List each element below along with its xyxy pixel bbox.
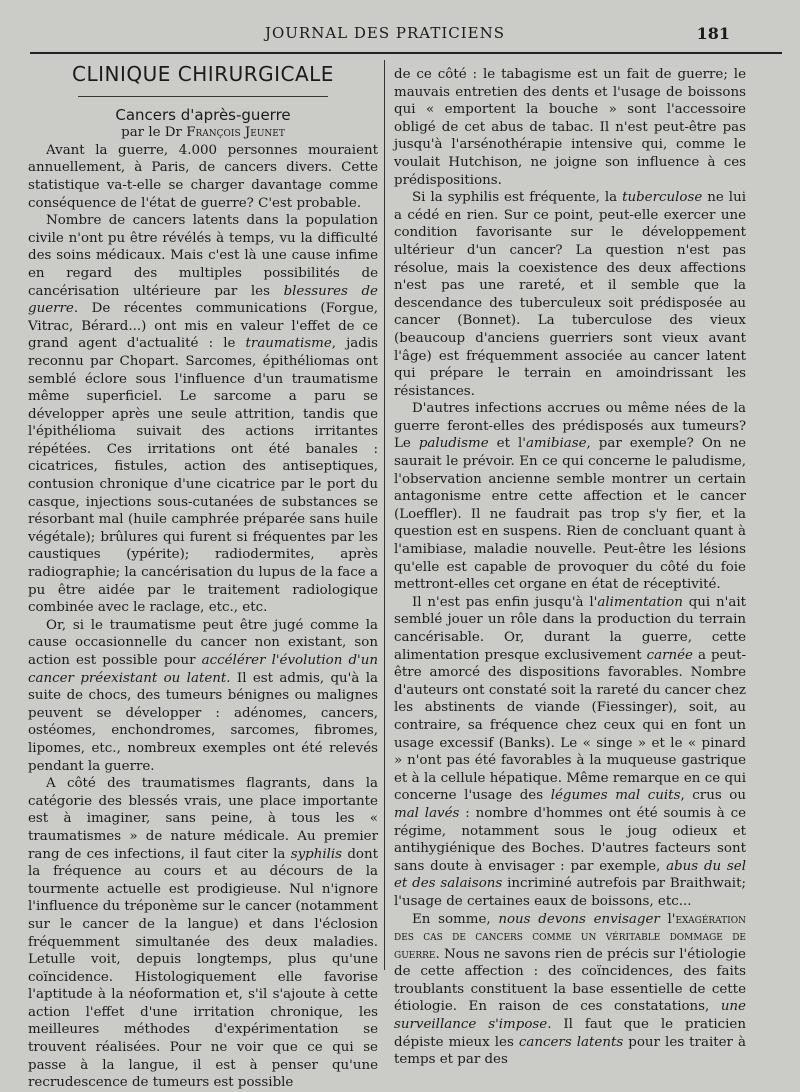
emphasis: tuberculose xyxy=(622,190,703,206)
paragraph-text: Il est admis, qu'à la suite de chocs, des tumeurs bénignes ou malignes peuvent se développer : adénomes, cancers, ostéomes, enchondromes, sarcomes, fibromes, lipomes, etc., nombreux exemples ont été relevés pendant la guerre. xyxy=(28,670,378,774)
paragraph-text: , crus ou xyxy=(680,788,746,804)
left-column xyxy=(28,62,378,1092)
paragraph-text: . Il faut que le praticien dépiste mieux les xyxy=(394,1017,746,1050)
article-title: Cancers d'après-guerre xyxy=(115,105,291,124)
emphasis: accélérer l'évolution d'un cancer préexistant ou latent. xyxy=(28,653,378,686)
paragraph xyxy=(28,617,378,775)
paragraph-text: Or, si le traumatisme peut être jugé comme la cause occasionnelle du cancer non existant, son action est possible pour xyxy=(28,617,378,668)
emphasis: légumes mal cuits xyxy=(550,788,681,804)
paragraph-text: Nous ne savons rien de précis sur l'étiologie de cette affection : des coïncidences, des faits troublants constituent la base essentielle de cette étiologie. En raison de ces constatations, xyxy=(394,946,746,1015)
byline-author: François Jeunet xyxy=(186,125,285,141)
emphasis: mal lavés xyxy=(394,805,460,821)
paragraph-text: D'autres infections accrues ou même nées de la guerre feront-elles des prédisposés aux tumeurs? Le xyxy=(394,401,746,452)
page-number: 181 xyxy=(696,24,730,43)
running-head xyxy=(40,24,730,46)
byline xyxy=(28,124,378,142)
paragraph xyxy=(394,594,746,911)
emphasis: traumatisme xyxy=(245,336,332,352)
emphasis: amibiase xyxy=(525,436,587,452)
emphasis: carnée xyxy=(646,647,693,663)
paragraph-text: A côté des traumatismes flagrants, dans la catégorie des blessés vrais, une place importante est à imaginer, sans peine, à tous les « traumatismes » de nature médicale. Au premier rang de ces infections, il faut citer la xyxy=(28,776,378,862)
paragraph-text: Il n'est pas enfin jusqu'à l' xyxy=(412,594,598,610)
paragraph-text: incriminé autrefois par Braithwait; l'usage de certaines eaux de boissons, etc... xyxy=(394,876,746,909)
paragraph xyxy=(394,189,746,400)
paragraph-text: pour les traiter à temps et par des xyxy=(394,1034,746,1068)
paragraph xyxy=(394,400,746,594)
emphasis: abus du sel et des salaisons xyxy=(394,858,746,892)
emphasis: une surveillance s'impose xyxy=(394,999,746,1033)
emphasis: paludisme xyxy=(418,436,489,452)
paragraph xyxy=(394,66,746,189)
paragraph-text: de ce côté : le tabagisme est un fait de guerre; le mauvais entretien des dents et l'usage de boissons qui « emportent la bouche » sont l'accessoire obligé de cet abus de tabac. Il n'est peut-être pas jusqu'à l'arsénothérapie intensive qui, comme le voulait Hutchison, ne joigne son influence à ces prédispositions. xyxy=(394,67,746,188)
paragraph-text: Avant la guerre, 4.000 personnes mouraient annuellement, à Paris, de cancers divers. Cette statistique va-t-elle se charger davantage comme conséquence de l'état de guerre? C'est probable. xyxy=(28,142,378,211)
paragraph xyxy=(28,142,378,212)
section-rule xyxy=(78,96,328,97)
paragraph xyxy=(394,911,746,1069)
emphasis: nous devons envisager xyxy=(498,911,660,927)
paragraph-text: ne lui a cédé en rien. Sur ce point, peut-elle exercer une condition favorisante sur le développement ultérieur d'un cancer? La question n'est pas résolue, mais la coexistence des deux affections n'est pas une rareté, et il semble que la descendance des tuberculeux soit prédisposée au cancer (Bonnet). La tuberculose des vieux (beaucoup d'anciens guerriers sont vieux avant l'âge) est fréquemment associée au cancer latent qui prépare le terrain en amoindrissant les résistances. xyxy=(394,190,746,399)
paragraph-text: . De récentes communications (Forgue, Vitrac, Bérard...) ont mis en valeur l'effet de ce grand agent d'actualité : le xyxy=(28,301,378,352)
emphasis: syphilis xyxy=(290,846,343,862)
paragraph-text: a peut-être amorcé des dispositions favorables. Nombre d'auteurs ont constaté soit la rareté du cancer chez les abstinents de viande (Fiessinger), soit, au contraire, sa fréquence chez ceux qui en font un usage excessif (Banks). Le « singe » et le « pinard » n'ont pas été favorables à la muqueuse gastrique et à la cellule hépatique. Même remarque en ce qui concerne l'usage des xyxy=(394,647,746,804)
paragraph-text: Si la syphilis est fréquente, la xyxy=(412,190,623,206)
paragraph-text: , jadis reconnu par Chopart. Sarcomes, épithéliomas ont semblé éclore sous l'influence d'un traumatisme même superficiel. Le sarcome a paru se développer après une seule attrition, tandis que l'épithélioma suivait des actions irritantes répétées. Ces irritations ont été banales : cicatrices, fistules, action des antiseptiques, contusion chronique d'une cicatrice par le port du casque, injections sous-cutanées de substances se résorbant mal (huile camphrée préparée sans huile végétale); brûlures qui furent si fréquentes par les caustiques (ypérite); radiodermites, après radiographie; la cancérisation du lupus de la face a pu être aidée par le traitement radiologique combinée avec le raclage, etc., etc. xyxy=(28,336,378,616)
paragraph-text: qui n'ait semblé jouer un rôle dans la production du terrain cancérisable. Or, durant la guerre, cette alimentation presque exclusivement xyxy=(394,594,746,663)
paragraph-text: et l' xyxy=(488,436,526,452)
byline-prefix: par le Dr xyxy=(121,125,187,141)
paragraph-text: , par exemple? On ne saurait le prévoir. En ce qui concerne le paludisme, l'observation ancienne semble montrer un certain antagonisme entre cette affection et le cancer (Loeffler). Il ne faudrait pas trop s'y fier, et la question est en suspens. Rien de concluant quant à l'amibiase, maladie nouvelle. Peut-être les lésions qu'elle est capable de provoquer du côté du foie mettront-elles cet organe en état de réceptivité. xyxy=(394,436,746,593)
paragraph-text: dont la fréquence au cours et au décours de la tourmente actuelle est prodigieuse. Nul n'ignore l'influence du tréponème sur le cancer (notamment sur le cancer de la langue) et dans l'éclosion fréquemment simultanée des deux maladies. Letulle voit, depuis longtemps, plus qu'une coïncidence. Histologiquement elle favorise l'aptitude à la néoformation et, s'il s'ajoute à cette action l'effet d'une irritation chronique, les meilleures méthodes d'expérimentation se trouvent réalisées. Pour ne voir que ce qui se passe à la langue, il est à penser qu'une recrudescence de tumeurs est possible xyxy=(28,846,378,1091)
paragraph xyxy=(28,775,378,1092)
paragraph xyxy=(28,212,378,617)
column-divider xyxy=(384,60,385,970)
small-caps-text: exagération des cas de cancers comme un véritable dommage de guerre. xyxy=(394,911,746,962)
journal-title: JOURNAL DES PRATICIENS xyxy=(264,24,506,42)
paragraph-text: l' xyxy=(659,911,676,927)
emphasis: blessures de guerre xyxy=(28,283,378,317)
emphasis: cancers latents xyxy=(518,1034,624,1050)
header-rule xyxy=(30,52,782,54)
right-column xyxy=(394,66,746,1069)
paragraph-text: Nombre de cancers latents dans la population civile n'ont pu être révélés à temps, vu la difficulté des soins médicaux. Mais c'est là une cause infime en regard des multiples possibilités de cancérisation ultérieure par les xyxy=(28,213,378,299)
section-title: CLINIQUE CHIRURGICALE xyxy=(72,62,334,86)
paragraph-text: : nombre d'hommes ont été soumis à ce régime, notamment sous le joug odieux et antihygiénique des Boches. D'autres facteurs sont sans doute à envisager : par exemple, xyxy=(394,805,746,874)
paragraph-text: En somme, xyxy=(412,911,499,927)
emphasis: alimentation xyxy=(597,594,683,610)
